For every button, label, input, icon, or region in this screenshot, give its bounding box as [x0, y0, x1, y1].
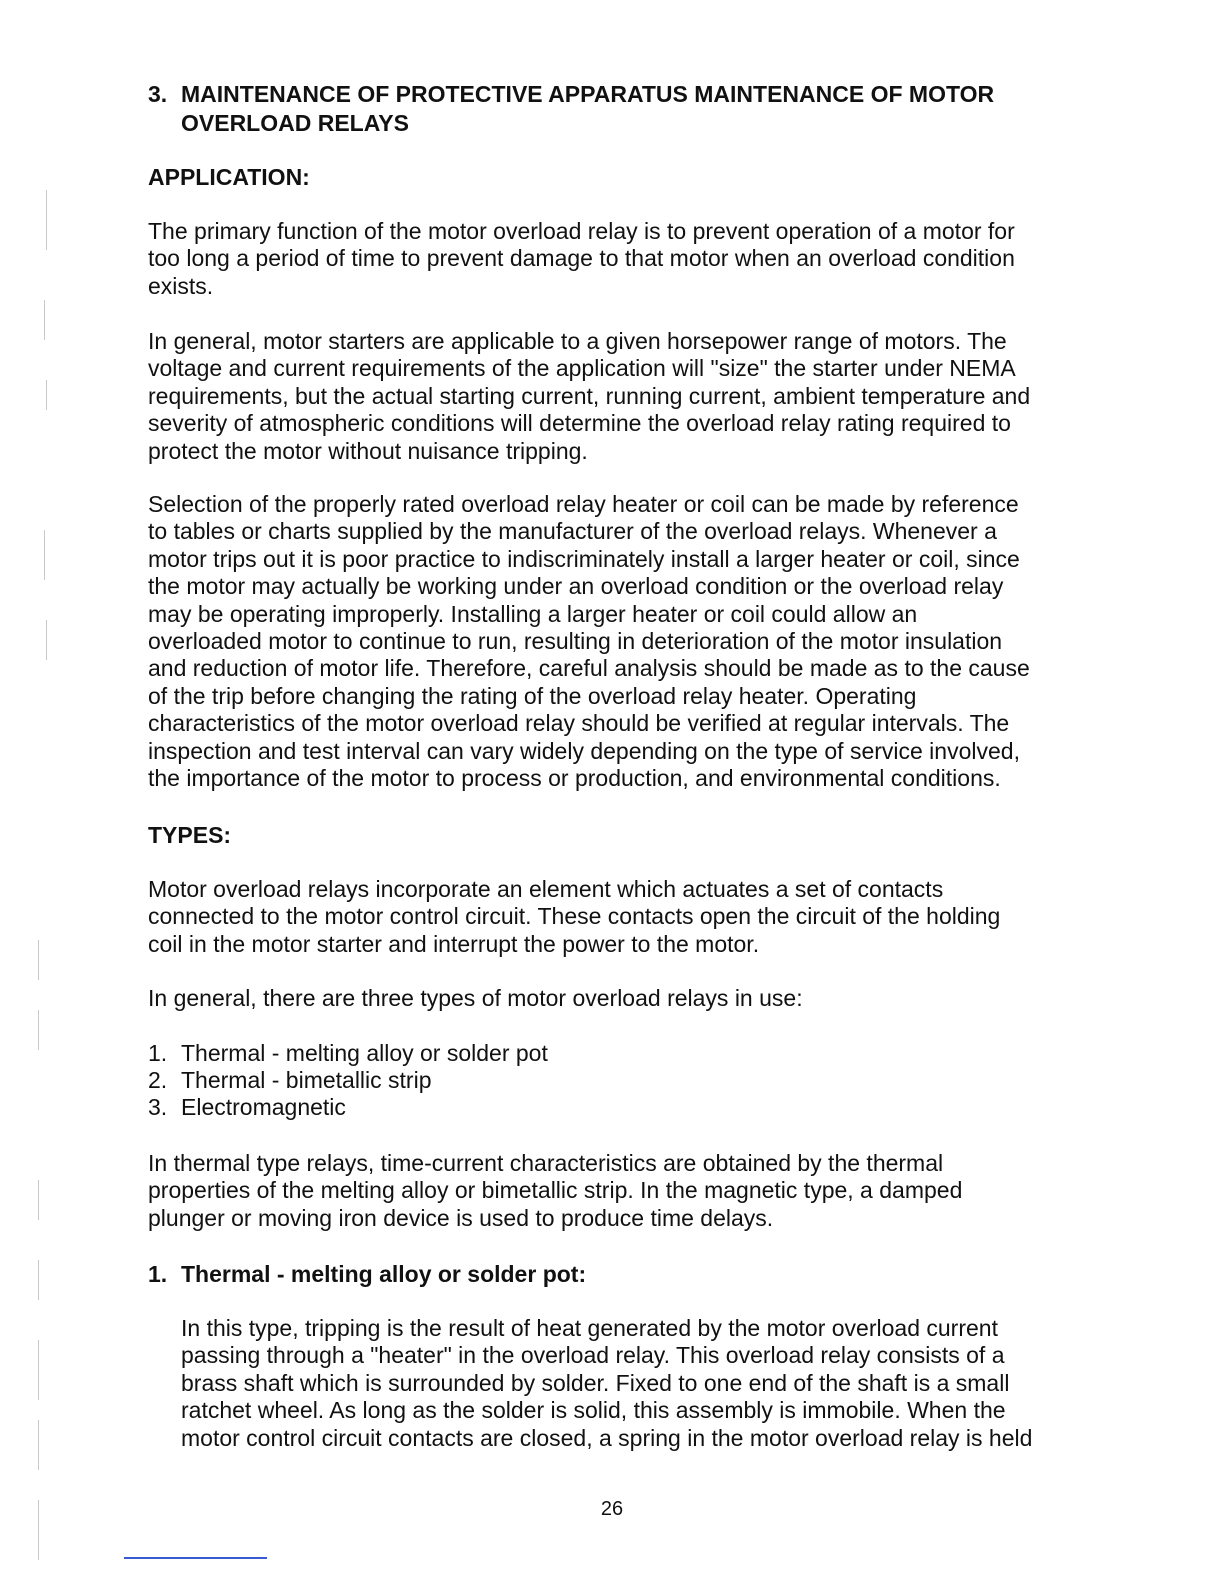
- paragraph-line: protect the motor without nuisance tripping.: [148, 437, 588, 464]
- section-title-line-1: MAINTENANCE OF PROTECTIVE APPARATUS MAINTENANCE OF MOTOR: [181, 81, 995, 107]
- subsection-title: Thermal - melting alloy or solder pot:: [181, 1261, 587, 1287]
- paragraph-line: may be operating improperly. Installing a larger heater or coil could allow an: [148, 600, 918, 627]
- paragraph-line: In general, there are three types of motor overload relays in use:: [148, 985, 803, 1011]
- section-number: 3.: [148, 81, 168, 107]
- paragraph-line: ratchet wheel. As long as the solder is solid, this assembly is immobile. When the: [181, 1397, 1006, 1424]
- subsection-heading: [148, 1260, 587, 1288]
- list-item: [148, 1094, 346, 1121]
- list-item-number: 1.: [148, 1040, 168, 1066]
- list-item-text: Electromagnetic: [181, 1094, 346, 1120]
- paragraph-line: severity of atmospheric conditions will determine the overload relay rating required to: [148, 410, 1011, 437]
- paragraph-line: In general, motor starters are applicable to a given horsepower range of motors. The: [148, 328, 1007, 354]
- paragraph-line: In this type, tripping is the result of heat generated by the motor overload current: [181, 1315, 998, 1341]
- paragraph-line: requirements, but the actual starting current, running current, ambient temperature and: [148, 382, 1031, 409]
- list-item-number: 2.: [148, 1067, 168, 1093]
- application-paragraph-1: [148, 218, 1015, 300]
- paragraph-line: The primary function of the motor overload relay is to prevent operation of a motor for: [148, 218, 1015, 244]
- paragraph-line: brass shaft which is surrounded by solder. Fixed to one end of the shaft is a small: [181, 1369, 1010, 1396]
- types-heading: TYPES:: [148, 822, 232, 848]
- paragraph-line: exists.: [148, 272, 214, 299]
- paragraph-line: coil in the motor starter and interrupt the power to the motor.: [148, 930, 760, 957]
- paragraph-line: In thermal type relays, time-current characteristics are obtained by the thermal: [148, 1150, 944, 1176]
- paragraph-line: overloaded motor to continue to run, resulting in deterioration of the motor insulation: [148, 628, 1003, 655]
- paragraph-line: characteristics of the motor overload relay should be verified at regular intervals. The: [148, 710, 1010, 737]
- paragraph-line: of the trip before changing the rating of the overload relay heater. Operating: [148, 682, 917, 709]
- bottom-rule: [124, 1557, 267, 1559]
- paragraph-line: properties of the melting alloy or bimetallic strip. In the magnetic type, a damped: [148, 1177, 963, 1204]
- list-item: [148, 1067, 432, 1094]
- scan-edge-marks: [34, 0, 48, 1584]
- types-paragraph-2: [148, 985, 803, 1012]
- page-number: 26: [600, 1498, 624, 1520]
- paragraph-line: to tables or charts supplied by the manufacturer of the overload relays. Whenever a: [148, 518, 997, 545]
- list-item-text: Thermal - bimetallic strip: [181, 1067, 432, 1093]
- paragraph-line: plunger or moving iron device is used to produce time delays.: [148, 1204, 774, 1231]
- paragraph-line: the motor may actually be working under an overload condition or the overload relay: [148, 573, 1004, 600]
- list-item-number: 3.: [148, 1094, 168, 1120]
- paragraph-line: connected to the motor control circuit. These contacts open the circuit of the holding: [148, 903, 1001, 930]
- subsection-paragraph: [181, 1315, 1032, 1452]
- application-paragraph-3: [148, 491, 1030, 792]
- application-heading: APPLICATION:: [148, 164, 310, 190]
- subsection-number: 1.: [148, 1261, 168, 1287]
- list-item: [148, 1040, 548, 1067]
- types-paragraph-1: [148, 876, 1000, 958]
- paragraph-line: passing through a "heater" in the overload relay. This overload relay consists of a: [181, 1342, 1005, 1369]
- application-paragraph-2: [148, 328, 1030, 465]
- types-after-list-paragraph: [148, 1150, 962, 1232]
- paragraph-line: and reduction of motor life. Therefore, careful analysis should be made as to the cause: [148, 655, 1030, 682]
- paragraph-line: Selection of the properly rated overload relay heater or coil can be made by reference: [148, 491, 1019, 517]
- paragraph-line: voltage and current requirements of the application will "size" the starter under NEMA: [148, 355, 1016, 382]
- paragraph-line: motor trips out it is poor practice to indiscriminately install a larger heater or coil, since: [148, 545, 1020, 572]
- section-title-line-2: OVERLOAD RELAYS: [181, 110, 409, 136]
- paragraph-line: the importance of the motor to process or production, and environmental conditions.: [148, 765, 1001, 792]
- list-item-text: Thermal - melting alloy or solder pot: [181, 1040, 548, 1066]
- paragraph-line: Motor overload relays incorporate an element which actuates a set of contacts: [148, 876, 944, 902]
- paragraph-line: too long a period of time to prevent damage to that motor when an overload condition: [148, 245, 1015, 272]
- paragraph-line: inspection and test interval can vary widely depending on the type of service involved,: [148, 737, 1020, 764]
- paragraph-line: motor control circuit contacts are closed, a spring in the motor overload relay is held: [181, 1424, 1033, 1451]
